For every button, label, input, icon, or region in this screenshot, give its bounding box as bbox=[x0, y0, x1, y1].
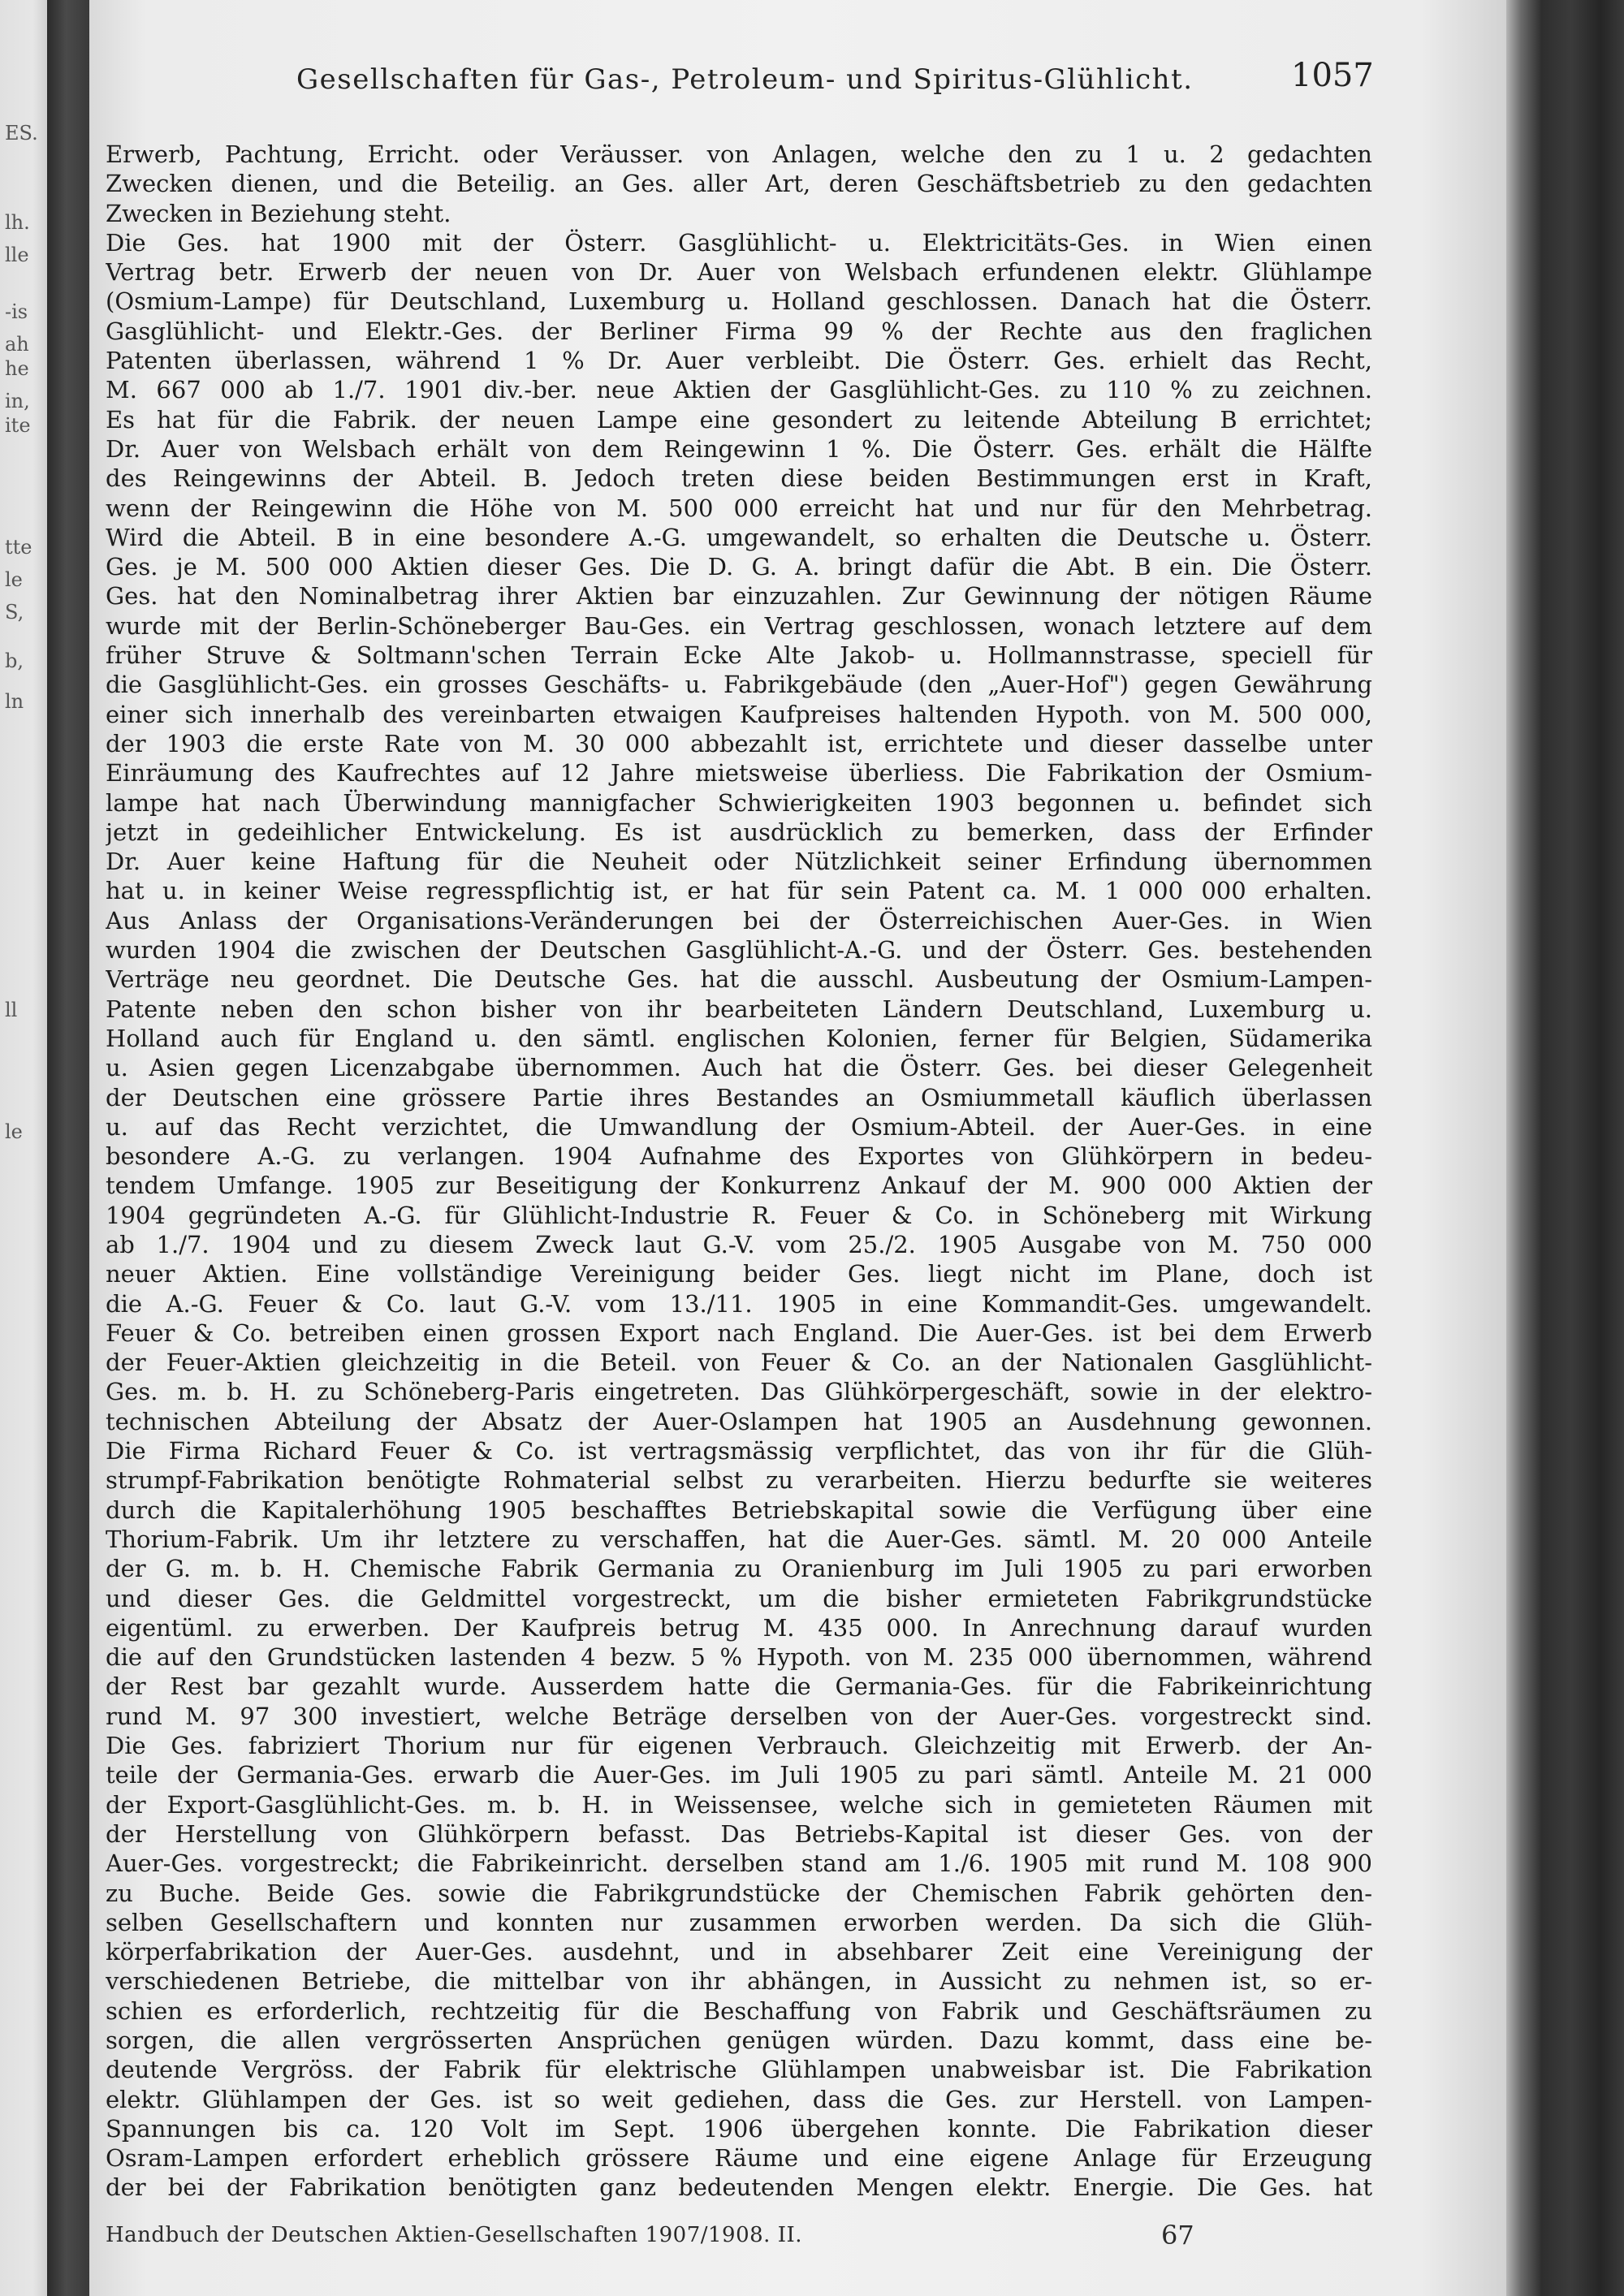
text-line: tendem Umfange. 1905 zur Beseitigung der Konkurrenz Ankauf der M. 900 000 Aktien der bbox=[106, 1172, 1372, 1200]
text-line: Holland auch für England u. den sämtl. englischen Kolonien, ferner für Belgien, Südamerika bbox=[106, 1024, 1372, 1052]
text-line: wurden 1904 die zwischen der Deutschen Gasglühlicht-A.-G. und der Österr. Ges. bestehenden bbox=[106, 936, 1372, 965]
text-line: Die Firma Richard Feuer & Co. ist vertragsmässig verpflichtet, das von ihr für die Glüh- bbox=[106, 1437, 1372, 1465]
body-text bbox=[106, 140, 1372, 2203]
text-line: Die Ges. fabriziert Thorium nur für eigenen Verbrauch. Gleichzeitig mit Erwerb. der An- bbox=[106, 1732, 1372, 1760]
text-line: Dr. Auer keine Haftung für die Neuheit oder Nützlichkeit seiner Erfindung übernommen bbox=[106, 848, 1372, 876]
text-line: Ges. hat den Nominalbetrag ihrer Aktien bar einzuzahlen. Zur Gewinnung der nötigen Räume bbox=[106, 582, 1372, 611]
text-line: schien es erforderlich, rechtzeitig für die Beschaffung von Fabrik und Geschäftsräumen zu bbox=[106, 1996, 1372, 2025]
page-header bbox=[89, 57, 1372, 106]
text-line: die auf den Grundstücken lastenden 4 bezw. 5 % Hypoth. von M. 235 000 übernommen, während bbox=[106, 1643, 1372, 1672]
facing-page-fragment: S, bbox=[5, 601, 24, 624]
text-line: Patenten überlassen, während 1 % Dr. Auer verbleibt. Die Österr. Ges. erhielt das Recht, bbox=[106, 347, 1372, 375]
text-line: Ges. je M. 500 000 Aktien dieser Ges. Die D. G. A. bringt dafür die Abt. B ein. Die Österr. bbox=[106, 553, 1372, 581]
text-line: Feuer & Co. betreiben einen grossen Export nach England. Die Auer-Ges. ist bei dem Erwerb bbox=[106, 1318, 1372, 1347]
text-line: durch die Kapitalerhöhung 1905 beschafftes Betriebskapital sowie die Verfügung über eine bbox=[106, 1495, 1372, 1524]
text-line: der Feuer-Aktien gleichzeitig in die Beteil. von Feuer & Co. an der Nationalen Gasglühlicht- bbox=[106, 1349, 1372, 1377]
text-line: und dieser Ges. die Geldmittel vorgestreckt, um die bisher ermieteten Fabrikgrundstücke bbox=[106, 1584, 1372, 1612]
text-line: Ges. m. b. H. zu Schöneberg-Paris eingetreten. Das Glühkörpergeschäft, sowie in der elektro- bbox=[106, 1378, 1372, 1406]
text-line: Zwecken in Beziehung steht. bbox=[106, 199, 451, 227]
text-line: wenn der Reingewinn die Höhe von M. 500 000 erreicht hat und nur für den Mehrbetrag. bbox=[106, 494, 1372, 522]
text-line: ab 1./7. 1904 und zu diesem Zweck laut G.-V. vom 25./2. 1905 Ausgabe von M. 750 000 bbox=[106, 1230, 1372, 1258]
text-line: technischen Abteilung der Absatz der Auer-Oslampen hat 1905 an Ausdehnung gewonnen. bbox=[106, 1407, 1372, 1435]
text-line: Osram-Lampen erfordert erheblich grössere Räume und eine eigene Anlage für Erzeugung bbox=[106, 2144, 1372, 2173]
text-line: Es hat für die Fabrik. der neuen Lampe eine gesondert zu leitende Abteilung B errichtet; bbox=[106, 405, 1372, 434]
facing-page-fragment: ES. bbox=[5, 122, 38, 145]
text-line: 1904 gegründeten A.-G. für Glühlicht-Industrie R. Feuer & Co. in Schöneberg mit Wirkung bbox=[106, 1201, 1372, 1229]
text-line: einer sich innerhalb des vereinbarten etwaigen Kaufpreises haltenden Hypoth. von M. 500 000, bbox=[106, 700, 1372, 728]
facing-page-fragment: ah bbox=[5, 333, 29, 356]
text-line: (Osmium-Lampe) für Deutschland, Luxemburg u. Holland geschlossen. Danach hat die Österr. bbox=[106, 287, 1372, 316]
text-line: deutende Vergröss. der Fabrik für elektrische Glühlampen unabweisbar ist. Die Fabrikation bbox=[106, 2056, 1372, 2084]
facing-page-fragment: le bbox=[5, 568, 23, 591]
text-line: u. auf das Recht verzichtet, die Umwandlung der Osmium-Abteil. der Auer-Ges. in eine bbox=[106, 1112, 1372, 1141]
text-line: besondere A.-G. zu verlangen. 1904 Aufnahme des Exportes von Glühkörpern in bedeu- bbox=[106, 1142, 1372, 1171]
facing-page-fragment: -is bbox=[5, 300, 28, 323]
text-line: rund M. 97 300 investiert, welche Beträge derselben von der Auer-Ges. vorgestreckt sind. bbox=[106, 1702, 1372, 1730]
text-line: lampe hat nach Überwindung mannigfacher Schwierigkeiten 1903 begonnen u. befindet sich bbox=[106, 788, 1372, 817]
text-line: Vertrag betr. Erwerb der neuen von Dr. Auer von Welsbach erfundenen elektr. Glühlampe bbox=[106, 258, 1372, 287]
text-line: wurde mit der Berlin-Schöneberger Bau-Ges. ein Vertrag geschlossen, wonach letztere auf dem bbox=[106, 611, 1372, 640]
text-line: der Rest bar gezahlt wurde. Ausserdem hatte die Germania-Ges. für die Fabrikeinrichtung bbox=[106, 1672, 1372, 1701]
text-line: Die Ges. hat 1900 mit der Österr. Gasglühlicht- u. Elektricitäts-Ges. in Wien einen bbox=[106, 228, 1372, 257]
text-line: der Herstellung von Glühkörpern befasst. Das Betriebs-Kapital ist dieser Ges. von der bbox=[106, 1819, 1372, 1848]
book-spine-shadow bbox=[1506, 0, 1624, 2296]
text-line: der 1903 die erste Rate von M. 30 000 abbezahlt ist, errichtete und dieser dasselbe unter bbox=[106, 729, 1372, 757]
text-line: der Export-Gasglühlicht-Ges. m. b. H. in Weissensee, welche sich in gemieteten Räumen mit bbox=[106, 1790, 1372, 1819]
text-line: der bei der Fabrikation benötigten ganz bedeutenden Mengen elektr. Energie. Die Ges. hat bbox=[106, 2173, 1372, 2202]
text-line: u. Asien gegen Licenzabgabe übernommen. Auch hat die Österr. Ges. bei dieser Gelegenheit bbox=[106, 1054, 1372, 1082]
facing-page-fragment: b, bbox=[5, 650, 24, 672]
text-line: früher Struve & Soltmann'schen Terrain Ecke Alte Jakob- u. Hollmannstrasse, speciell für bbox=[106, 641, 1372, 670]
text-line: die Gasglühlicht-Ges. ein grosses Geschäfts- u. Fabrikgebäude (den „Auer-Hof") gegen Gewährung bbox=[106, 671, 1372, 699]
text-line: Zwecken dienen, und die Beteilig. an Ges. aller Art, deren Geschäftsbetrieb zu den gedachten bbox=[106, 170, 1372, 198]
facing-page-fragment: ln bbox=[5, 690, 24, 713]
facing-page-edge bbox=[0, 0, 47, 2296]
text-line: die A.-G. Feuer & Co. laut G.-V. vom 13./11. 1905 in eine Kommandit-Ges. umgewandelt. bbox=[106, 1289, 1372, 1318]
text-line: jetzt in gedeihlicher Entwickelung. Es ist ausdrücklich zu bemerken, dass der Erfinder bbox=[106, 818, 1372, 846]
text-line: Thorium-Fabrik. Um ihr letztere zu verschaffen, hat die Auer-Ges. sämtl. M. 20 000 Anteile bbox=[106, 1525, 1372, 1553]
text-line: neuer Aktien. Eine vollständige Vereinigung beider Ges. liegt nicht im Plane, doch ist bbox=[106, 1260, 1372, 1288]
facing-page-fragment: he bbox=[5, 357, 29, 380]
text-line: Einräumung des Kaufrechtes auf 12 Jahre mietsweise überliess. Die Fabrikation der Osmium- bbox=[106, 759, 1372, 788]
text-line: teile der Germania-Ges. erwarb die Auer-Ges. im Juli 1905 zu pari sämtl. Anteile M. 21 000 bbox=[106, 1761, 1372, 1789]
facing-page-fragment: ite bbox=[5, 414, 31, 437]
text-line: Wird die Abteil. B in eine besondere A.-G. umgewandelt, so erhalten die Deutsche u. Österr. bbox=[106, 523, 1372, 551]
text-line: Spannungen bis ca. 120 Volt im Sept. 1906 übergehen konnte. Die Fabrikation dieser bbox=[106, 2114, 1372, 2143]
text-line: elektr. Glühlampen der Ges. ist so weit gediehen, dass die Ges. zur Herstell. von Lampen- bbox=[106, 2085, 1372, 2113]
text-line: sorgen, die allen vergrösserten Ansprüchen genügen würden. Dazu kommt, dass eine be- bbox=[106, 2026, 1372, 2054]
text-line: M. 667 000 ab 1./7. 1901 div.-ber. neue Aktien der Gasglühlicht-Ges. zu 110 % zu zeichnen. bbox=[106, 376, 1372, 404]
text-line: hat u. in keiner Weise regresspflichtig ist, er hat für sein Patent ca. M. 1 000 000 erhalten. bbox=[106, 877, 1372, 905]
facing-page-fragment: lle bbox=[5, 244, 29, 266]
text-line: zu Buche. Beide Ges. sowie die Fabrikgrundstücke der Chemischen Fabrik gehörten den- bbox=[106, 1879, 1372, 1907]
text-line: Auer-Ges. vorgestreckt; die Fabrikeinricht. derselben stand am 1./6. 1905 mit rund M. 108 900 bbox=[106, 1849, 1372, 1878]
facing-page-fragment: tte bbox=[5, 536, 32, 559]
text-line: Verträge neu geordnet. Die Deutsche Ges. hat die ausschl. Ausbeutung der Osmium-Lampen- bbox=[106, 965, 1372, 994]
text-line: strumpf-Fabrikation benötigte Rohmaterial selbst zu verarbeiten. Hierzu bedurfte sie weiteres bbox=[106, 1466, 1372, 1495]
text-line: des Reingewinns der Abteil. B. Jedoch treten diese beiden Bestimmungen erst in Kraft, bbox=[106, 464, 1372, 493]
left-gutter-shadow bbox=[47, 0, 89, 2296]
facing-page-fragment: lh. bbox=[5, 211, 30, 234]
text-line: der Deutschen eine grössere Partie ihres Bestandes an Osmiummetall käuflich überlassen bbox=[106, 1083, 1372, 1111]
book-page bbox=[89, 0, 1506, 2296]
text-line: Dr. Auer von Welsbach erhält von dem Reingewinn 1 %. Die Österr. Ges. erhält die Hälfte bbox=[106, 434, 1372, 463]
text-line: der G. m. b. H. Chemische Fabrik Germania zu Oranienburg im Juli 1905 zu pari erworben bbox=[106, 1555, 1372, 1583]
text-line: Aus Anlass der Organisations-Veränderungen bei der Österreichischen Auer-Ges. in Wien bbox=[106, 906, 1372, 934]
text-line: selben Gesellschaftern und konnten nur zusammen erworben werden. Da sich die Glüh- bbox=[106, 1908, 1372, 1936]
running-title: Gesellschaften für Gas-, Petroleum- und Spiritus-Glühlicht. bbox=[296, 63, 1194, 96]
footer-signature-mark: 67 bbox=[1161, 2220, 1194, 2251]
text-line: Patente neben den schon bisher von ihr bearbeiteten Ländern Deutschland, Luxemburg u. bbox=[106, 995, 1372, 1023]
text-line: verschiedenen Betriebe, die mittelbar von ihr abhängen, in Aussicht zu nehmen ist, so er- bbox=[106, 1967, 1372, 1996]
text-line: körperfabrikation der Auer-Ges. ausdehnt, und in absehbarer Zeit eine Vereinigung der bbox=[106, 1938, 1372, 1966]
facing-page-fragment: le bbox=[5, 1120, 23, 1143]
text-line: Gasglühlicht- und Elektr.-Ges. der Berliner Firma 99 % der Rechte aus den fraglichen bbox=[106, 317, 1372, 345]
footer-book-title: Handbuch der Deutschen Aktien-Gesellschaften 1907/1908. II. bbox=[106, 2223, 802, 2247]
page-number: 1057 bbox=[1291, 57, 1374, 94]
text-line: Erwerb, Pachtung, Erricht. oder Veräusser. von Anlagen, welche den zu 1 u. 2 gedachten bbox=[106, 140, 1372, 168]
facing-page-fragment: ll bbox=[5, 999, 18, 1021]
text-line: eigentüml. zu erwerben. Der Kaufpreis betrug M. 435 000. In Anrechnung darauf wurden bbox=[106, 1613, 1372, 1642]
facing-page-fragment: in, bbox=[5, 390, 30, 412]
